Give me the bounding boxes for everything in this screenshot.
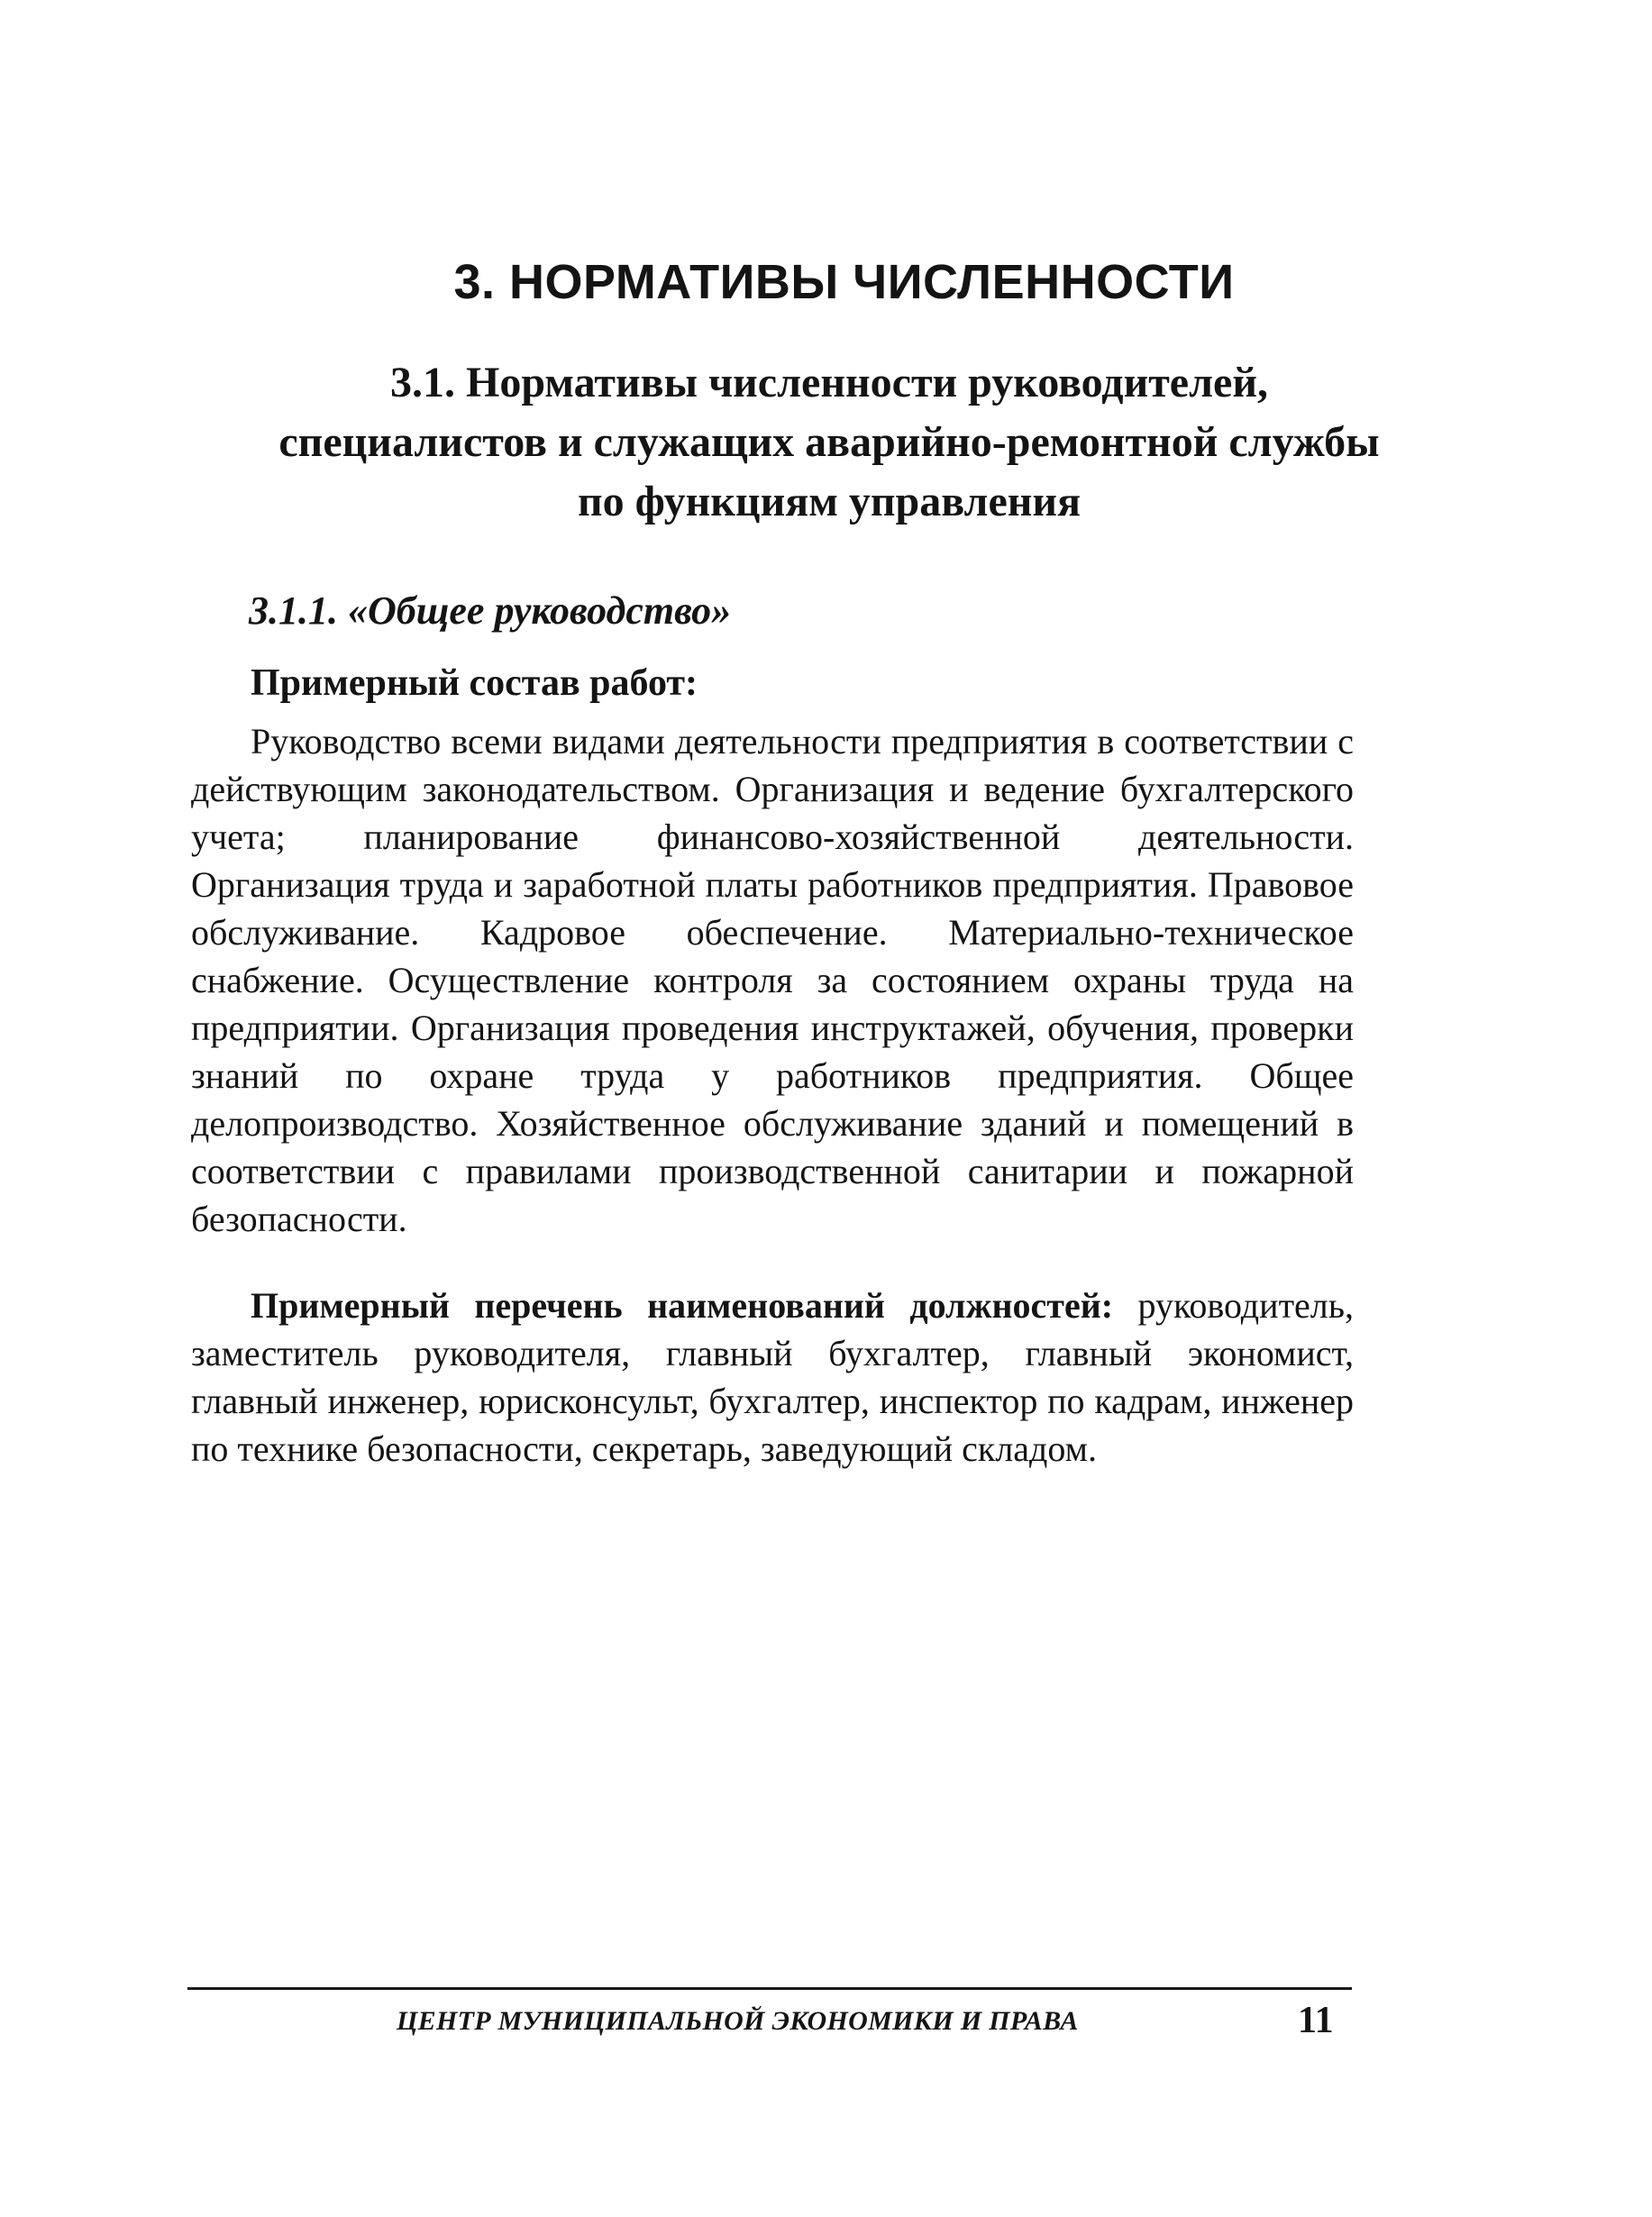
section-title-line: специалистов и служащих аварийно-ремонтной службы — [278, 418, 1380, 466]
section-title-line: по функциям управления — [577, 478, 1082, 525]
section-title — [180, 353, 1478, 532]
page-number: 11 — [1298, 2000, 1334, 2041]
footer-divider — [187, 1987, 1352, 1990]
works-paragraph: Руководство всеми видами деятельности предприятия в соответствии с действующим законодательством. Организация и ведение бухгалтерского учета; планирование финансово-хозяйственной деятельности. Организация труда и заработной платы работников предприятия. Правовое обслуживание. Кадровое обеспечение. Материально-техническое снабжение. Осуществление контроля за состоянием охраны труда на предприятии. Организация проведения инструктажей, обучения, проверки знаний по охране труда у работников предприятия. Общее делопроизводство. Хозяйственное обслуживание зданий и помещений в соответствии с правилами производственной санитарии и пожарной безопасности. — [191, 721, 1354, 1239]
subsection-title: 3.1.1. «Общее руководство» — [249, 588, 732, 633]
chapter-title: 3. НОРМАТИВЫ ЧИСЛЕННОСТИ — [453, 255, 1235, 309]
positions-label: Примерный перечень наименований должностей: — [251, 1285, 1114, 1326]
positions-list: руководитель, заместитель руководителя, главный бухгалтер, главный экономист, главный инженер, юрисконсульт, бухгалтер, инспектор по кадрам, инженер по технике безопасности, секретарь, заведующий складом. — [191, 1285, 1354, 1469]
section-title-line: 3.1. Нормативы численности руководителей, — [390, 359, 1268, 406]
positions-paragraph — [191, 1282, 1354, 1473]
works-heading: Примерный состав работ: — [251, 662, 698, 704]
footer-publisher: ЦЕНТР МУНИЦИПАЛЬНОЙ ЭКОНОМИКИ И ПРАВА — [397, 2006, 1079, 2036]
